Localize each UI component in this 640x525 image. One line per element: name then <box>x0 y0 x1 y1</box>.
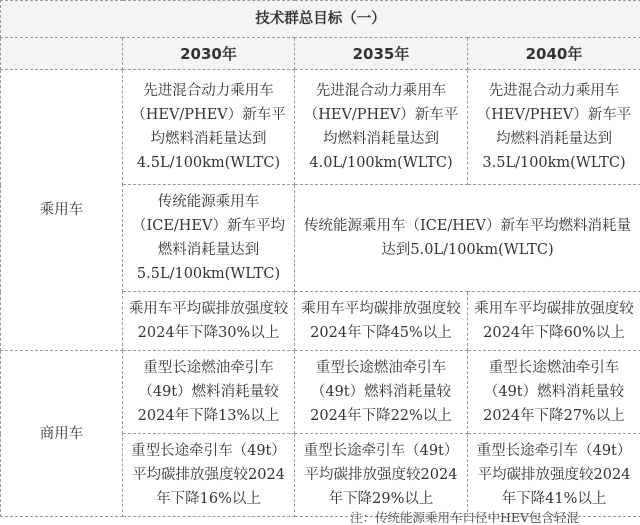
cell-traditional-2030: 传统能源乘用车（ICE/HEV）新车平均燃料消耗量达到5.5L/100km(WLTC) <box>123 185 295 292</box>
year-header-2035: 2035年 <box>295 38 468 70</box>
cell-hybrid-2040: 先进混合动力乘用车（HEV/PHEV）新车平均燃料消耗量达到3.5L/100km(WLTC) <box>468 70 640 185</box>
table-row <box>1 351 640 434</box>
cell-hybrid-2035: 先进混合动力乘用车（HEV/PHEV）新车平均燃料消耗量达到4.0L/100km(WLTC) <box>295 70 468 185</box>
footnote: 注：传统能源乘用车口径中HEV包含轻混 <box>350 511 579 525</box>
year-header-row <box>1 38 640 70</box>
cell-commercial-fuel-2030: 重型长途燃油牵引车（49t）燃料消耗量较2024年下降13%以上 <box>123 351 295 434</box>
cell-commercial-carbon-2035: 重型长途牵引车（49t）平均碳排放强度较2024年下降29%以上 <box>295 434 468 517</box>
title-row <box>1 1 640 38</box>
table-row <box>1 70 640 185</box>
cell-commercial-carbon-2030: 重型长途牵引车（49t）平均碳排放强度较2024年下降16%以上 <box>123 434 295 517</box>
cell-commercial-fuel-2040: 重型长途燃油牵引车（49t）燃料消耗量较2024年下降27%以上 <box>468 351 640 434</box>
cell-passenger-carbon-2040: 乘用车平均碳排放强度较2024年下降60%以上 <box>468 292 640 351</box>
cell-passenger-carbon-2035: 乘用车平均碳排放强度较2024年下降45%以上 <box>295 292 468 351</box>
cell-hybrid-2030: 先进混合动力乘用车（HEV/PHEV）新车平均燃料消耗量达到4.5L/100km(WLTC) <box>123 70 295 185</box>
cell-commercial-fuel-2035: 重型长途燃油牵引车（49t）燃料消耗量较2024年下降22%以上 <box>295 351 468 434</box>
header-corner <box>1 38 123 70</box>
year-header-2030: 2030年 <box>123 38 295 70</box>
cell-commercial-carbon-2040: 重型长途牵引车（49t）平均碳排放强度较2024年下降41%以上 <box>468 434 640 517</box>
table-title: 技术群总目标（一） <box>1 1 640 38</box>
cell-traditional-2035-2040: 传统能源乘用车（ICE/HEV）新车平均燃料消耗量达到5.0L/100km(WLTC) <box>295 185 640 292</box>
cell-passenger-carbon-2030: 乘用车平均碳排放强度较2024年下降30%以上 <box>123 292 295 351</box>
category-passenger: 乘用车 <box>1 70 123 351</box>
year-header-2040: 2040年 <box>468 38 640 70</box>
category-commercial: 商用车 <box>1 351 123 517</box>
